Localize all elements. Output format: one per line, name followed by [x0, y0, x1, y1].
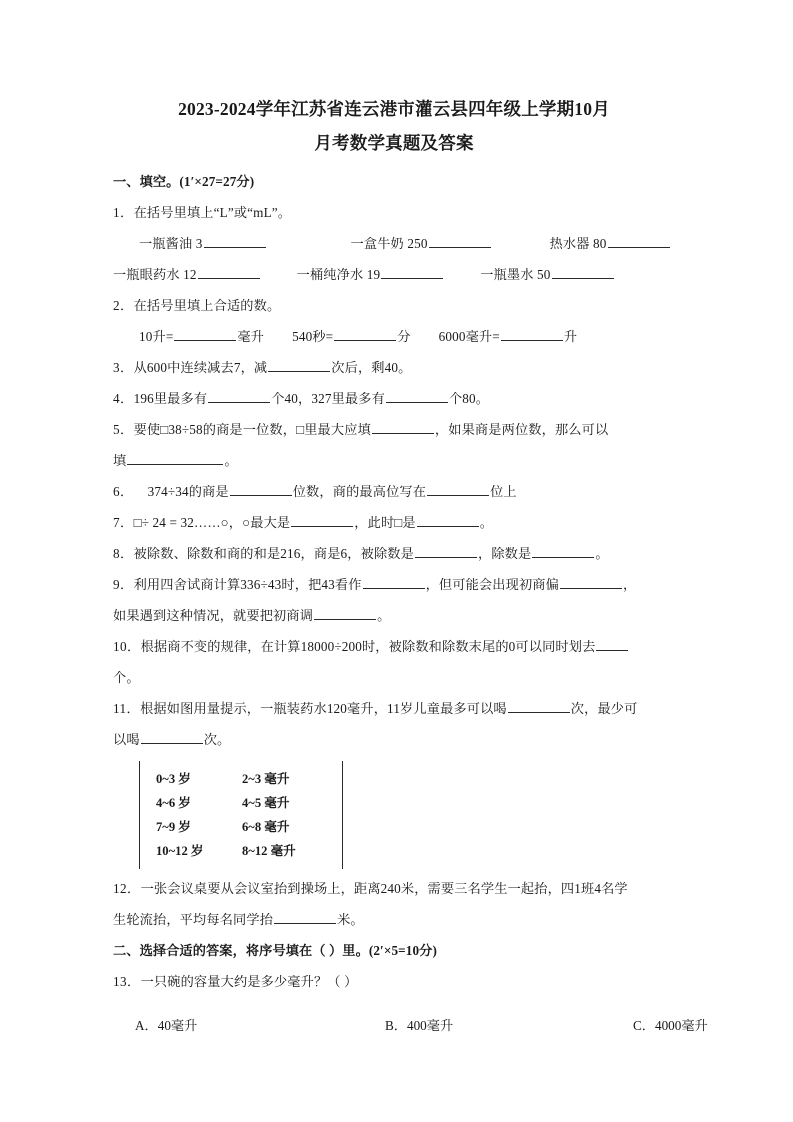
q1-item-3-label: 热水器 80	[549, 236, 607, 251]
question-2-number: 2．	[113, 298, 134, 313]
question-6	[113, 476, 675, 507]
q11-part-1: 根据如图用量提示，一瓶装药水120毫升，11岁儿童最多可以喝	[140, 701, 507, 716]
question-1-number: 1．	[113, 205, 134, 220]
question-13	[113, 966, 675, 997]
dosage-volume-3: 6~8 毫升	[242, 820, 290, 834]
q9-part-3: ，	[622, 577, 637, 592]
q9-part-5: 。	[377, 608, 391, 623]
question-10-cont	[113, 662, 675, 693]
question-6-number: 6．	[113, 484, 134, 499]
dosage-age-4: 10~12 岁	[156, 844, 204, 858]
q12-part-2: 生轮流抬，平均每名同学抬	[113, 912, 274, 927]
question-5	[113, 414, 675, 445]
dosage-volume-1: 2~3 毫升	[242, 772, 290, 786]
question-1-row-2	[113, 259, 675, 290]
q7-part-2: ，此时□是	[354, 515, 416, 530]
q7-blank-1[interactable]	[291, 512, 353, 527]
question-3	[113, 352, 675, 383]
dosage-row	[156, 839, 328, 863]
q2-blank-2[interactable]	[334, 326, 396, 341]
q4-blank-1[interactable]	[208, 388, 270, 403]
q3-part-2: 次后，剩40。	[331, 360, 412, 375]
q7-part-1: □÷ 24 = 32……○，○最大是	[133, 515, 291, 530]
q8-part-2: ，除数是	[477, 546, 532, 561]
q5-blank-2[interactable]	[127, 450, 223, 465]
q12-blank-1[interactable]	[274, 909, 336, 924]
q5-part-3: 填	[113, 453, 127, 468]
q6-part-1: 374÷34的商是	[147, 484, 229, 499]
option-a-key: A．	[135, 1018, 158, 1034]
question-13-options	[113, 1010, 708, 1041]
dosage-volume-2: 4~5 毫升	[242, 796, 290, 810]
q11-blank-2[interactable]	[141, 729, 203, 744]
dosage-age-1: 0~3 岁	[156, 772, 191, 786]
page-content	[113, 92, 708, 1054]
q10-part-2: 个。	[113, 670, 140, 685]
dosage-figure	[113, 761, 675, 869]
option-b-key: B．	[385, 1018, 407, 1034]
dosage-row	[156, 791, 328, 815]
question-1-stem: 在括号里填上“L”或“mL”。	[133, 205, 292, 220]
question-13-number: 13．	[113, 974, 141, 989]
q4-part-3: 个80。	[448, 391, 490, 406]
q9-part-1: 利用四舍试商计算336÷43时，把43看作	[133, 577, 362, 592]
q2-conv-1-unit: 毫升	[237, 329, 265, 344]
question-2	[113, 290, 675, 321]
q2-conv-1-left: 10升=	[139, 329, 174, 344]
q5-part-1: 要使□38÷58的商是一位数，□里最大应填	[133, 422, 371, 437]
q1-blank-4[interactable]	[198, 264, 260, 279]
q12-part-3: 米。	[337, 912, 364, 927]
q10-blank-1[interactable]	[596, 636, 628, 651]
q11-part-4: 次。	[203, 732, 231, 747]
question-12	[113, 873, 675, 904]
q6-part-3: 位上	[490, 484, 517, 499]
q1-blank-1[interactable]	[204, 233, 266, 248]
option-c[interactable]	[633, 1010, 708, 1041]
question-1	[113, 197, 675, 228]
question-11	[113, 693, 675, 724]
title-line-1: 2023-2024学年江苏省连云港市灌云县四年级上学期10月	[178, 99, 610, 119]
dosage-row	[156, 767, 328, 791]
q5-part-4: 。	[224, 453, 238, 468]
q4-part-2: 个40，327里最多有	[271, 391, 385, 406]
q9-blank-3[interactable]	[314, 605, 376, 620]
question-4	[113, 383, 675, 414]
q1-item-5-label: 一桶纯净水 19	[296, 267, 381, 282]
q1-blank-6[interactable]	[552, 264, 614, 279]
question-11-cont	[113, 724, 675, 755]
dosage-age-2: 4~6 岁	[156, 796, 191, 810]
q3-part-1: 从600中连续减去7，减	[133, 360, 268, 375]
q4-blank-2[interactable]	[386, 388, 448, 403]
q2-conv-2-unit: 分	[397, 329, 411, 344]
question-8	[113, 538, 675, 569]
q2-blank-3[interactable]	[501, 326, 563, 341]
q2-conv-3-unit: 升	[563, 329, 578, 344]
q2-conv-3-left: 6000毫升=	[438, 329, 500, 344]
q8-blank-2[interactable]	[532, 543, 594, 558]
q11-blank-1[interactable]	[508, 698, 570, 713]
title-line-2: 月考数学真题及答案	[314, 133, 474, 153]
q5-part-2: ，如果商是两位数，那么可以	[434, 422, 609, 437]
q1-blank-5[interactable]	[381, 264, 443, 279]
q6-blank-2[interactable]	[427, 481, 489, 496]
question-12-cont	[113, 904, 675, 935]
q5-blank-1[interactable]	[372, 419, 434, 434]
question-9	[113, 569, 675, 600]
q10-part-1: 根据商不变的规律，在计算18000÷200时，被除数和除数末尾的0可以同时划去	[140, 639, 596, 654]
q1-item-2-label: 一盒牛奶 250	[350, 236, 428, 251]
question-9-number: 9．	[113, 577, 134, 592]
question-1-row-1	[113, 228, 675, 259]
question-9-cont	[113, 600, 675, 631]
question-12-number: 12．	[113, 881, 141, 896]
option-b-text: 400毫升	[406, 1018, 454, 1034]
q6-part-2: 位数，商的最高位写在	[292, 484, 427, 499]
option-a-text: 40毫升	[157, 1018, 198, 1034]
question-4-number: 4．	[113, 391, 134, 406]
question-2-conversions	[113, 321, 675, 352]
question-7-number: 7．	[113, 515, 134, 530]
question-5-number: 5．	[113, 422, 134, 437]
option-a[interactable]	[135, 1010, 385, 1041]
question-5-cont	[113, 445, 675, 476]
question-7	[113, 507, 675, 538]
q12-part-1: 一张会议桌要从会议室抬到操场上，距离240米，需要三名学生一起抬，四1班4名学	[140, 881, 628, 896]
option-c-key: C．	[633, 1018, 655, 1034]
q1-blank-3[interactable]	[608, 233, 670, 248]
q11-part-3: 以喝	[113, 732, 140, 747]
q1-item-6-label: 一瓶墨水 50	[480, 267, 551, 282]
q2-blank-1[interactable]	[174, 326, 236, 341]
q8-part-1: 被除数、除数和商的和是216，商是6，被除数是	[133, 546, 414, 561]
q9-blank-1[interactable]	[363, 574, 425, 589]
q8-part-3: 。	[595, 546, 609, 561]
q9-part-2: ，但可能会出现初商偏	[425, 577, 559, 592]
q3-blank-1[interactable]	[268, 357, 330, 372]
question-10-number: 10．	[113, 639, 141, 654]
q9-part-4: 如果遇到这种情况，就要把初商调	[113, 608, 314, 623]
page-title	[113, 92, 675, 160]
dosage-age-3: 7~9 岁	[156, 820, 191, 834]
question-13-stem: 一只碗的容量大约是多少毫升？（ ）	[140, 974, 358, 989]
section-heading-multiple-choice: 二、选择合适的答案，将序号填在（ ）里。(2′×5=10分)	[113, 943, 437, 958]
q4-part-1: 196里最多有	[133, 391, 208, 406]
option-c-text: 4000毫升	[654, 1018, 708, 1034]
question-3-number: 3．	[113, 360, 134, 375]
section-heading-fill-in-blank: 一、填空。(1′×27=27分)	[113, 174, 255, 189]
q7-part-3: 。	[479, 515, 494, 530]
question-10	[113, 631, 675, 662]
dosage-row	[156, 815, 328, 839]
dosage-volume-4: 8~12 毫升	[242, 844, 296, 858]
option-b[interactable]	[385, 1010, 633, 1041]
q8-blank-1[interactable]	[415, 543, 477, 558]
q11-part-2: 次，最少可	[570, 701, 638, 716]
q9-blank-2[interactable]	[560, 574, 622, 589]
q1-item-1-label: 一瓶酱油 3	[139, 236, 203, 251]
dosage-table	[139, 761, 343, 869]
question-8-number: 8．	[113, 546, 134, 561]
question-2-stem: 在括号里填上合适的数。	[133, 298, 281, 313]
q7-blank-2[interactable]	[417, 512, 479, 527]
q6-blank-1[interactable]	[230, 481, 292, 496]
q2-conv-2-left: 540秒=	[292, 329, 334, 344]
question-11-number: 11．	[113, 701, 141, 716]
q1-blank-2[interactable]	[429, 233, 491, 248]
q1-item-4-label: 一瓶眼药水 12	[113, 267, 197, 282]
